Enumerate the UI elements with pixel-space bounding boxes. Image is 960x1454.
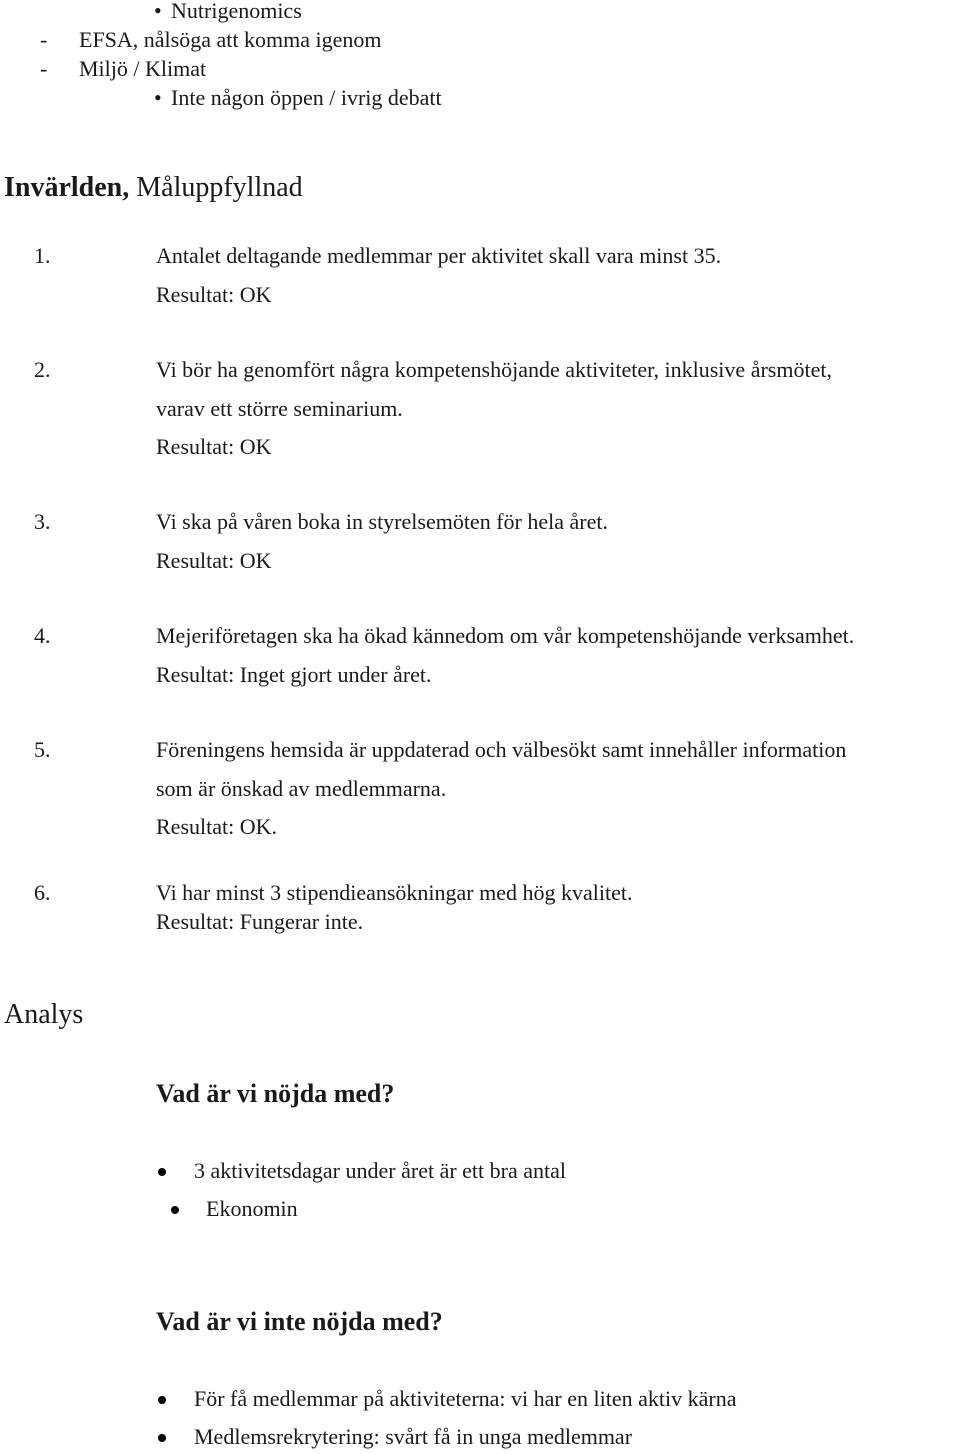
goal-result: Resultat: Fungerar inte. (156, 909, 364, 934)
goal-result: Resultat: OK. (156, 814, 277, 839)
section-heading-invarlden (4, 172, 303, 204)
goal-number: 6. (34, 880, 51, 905)
goal-text: Vi har minst 3 stipendieansökningar med hög kvalitet. (156, 880, 633, 905)
goal-text: varav ett större seminarium. (156, 396, 403, 421)
bullet-marker: • (154, 0, 162, 23)
list-item: Miljö / Klimat (79, 56, 207, 81)
bullet-marker: • (154, 85, 162, 110)
goal-result: Resultat: OK (156, 434, 272, 459)
bullet-icon (158, 1396, 166, 1404)
bullet-icon (158, 1434, 166, 1442)
goal-text: Antalet deltagande medlemmar per aktivitet skall vara minst 35. (156, 243, 722, 268)
section-heading-analys: Analys (4, 999, 84, 1030)
goal-result: Resultat: Inget gjort under året. (156, 662, 432, 687)
list-item: Nutrigenomics (171, 0, 302, 23)
goal-number: 2. (34, 357, 51, 382)
goal-text: Mejeriföretagen ska ha ökad kännedom om vår kompetenshöjande verksamhet. (156, 623, 855, 648)
list-item: EFSA, nålsöga att komma igenom (79, 27, 382, 52)
dash-marker: - (40, 56, 48, 81)
list-item: Medlemsrekrytering: svårt få in unga medlemmar (194, 1424, 633, 1449)
goal-text: Vi bör ha genomfört några kompetenshöjande aktiviteter, inklusive årsmötet, (156, 357, 832, 382)
list-item: Ekonomin (206, 1196, 298, 1221)
dash-marker: - (40, 27, 48, 52)
list-item: Inte någon öppen / ivrig debatt (171, 85, 442, 110)
goal-text: Vi ska på våren boka in styrelsemöten för hela året. (156, 509, 608, 534)
goal-text: som är önskad av medlemmarna. (156, 776, 447, 801)
goal-number: 4. (34, 623, 51, 648)
bullet-icon (158, 1168, 166, 1176)
subheading-satisfied: Vad är vi nöjda med? (156, 1079, 395, 1108)
goal-number: 3. (34, 509, 51, 534)
heading-rest-part: Måluppfyllnad (129, 172, 303, 203)
subheading-not-satisfied: Vad är vi inte nöjda med? (156, 1307, 443, 1336)
goal-result: Resultat: OK (156, 282, 272, 307)
goal-number: 1. (34, 243, 51, 268)
goal-result: Resultat: OK (156, 548, 272, 573)
list-item: För få medlemmar på aktiviteterna: vi har en liten aktiv kärna (194, 1386, 737, 1411)
heading-bold-part: Invärlden, (4, 172, 130, 203)
goal-number: 5. (34, 737, 51, 762)
list-item: 3 aktivitetsdagar under året är ett bra antal (194, 1158, 566, 1183)
goal-text: Föreningens hemsida är uppdaterad och välbesökt samt innehåller information (156, 737, 847, 762)
bullet-icon (171, 1206, 179, 1214)
